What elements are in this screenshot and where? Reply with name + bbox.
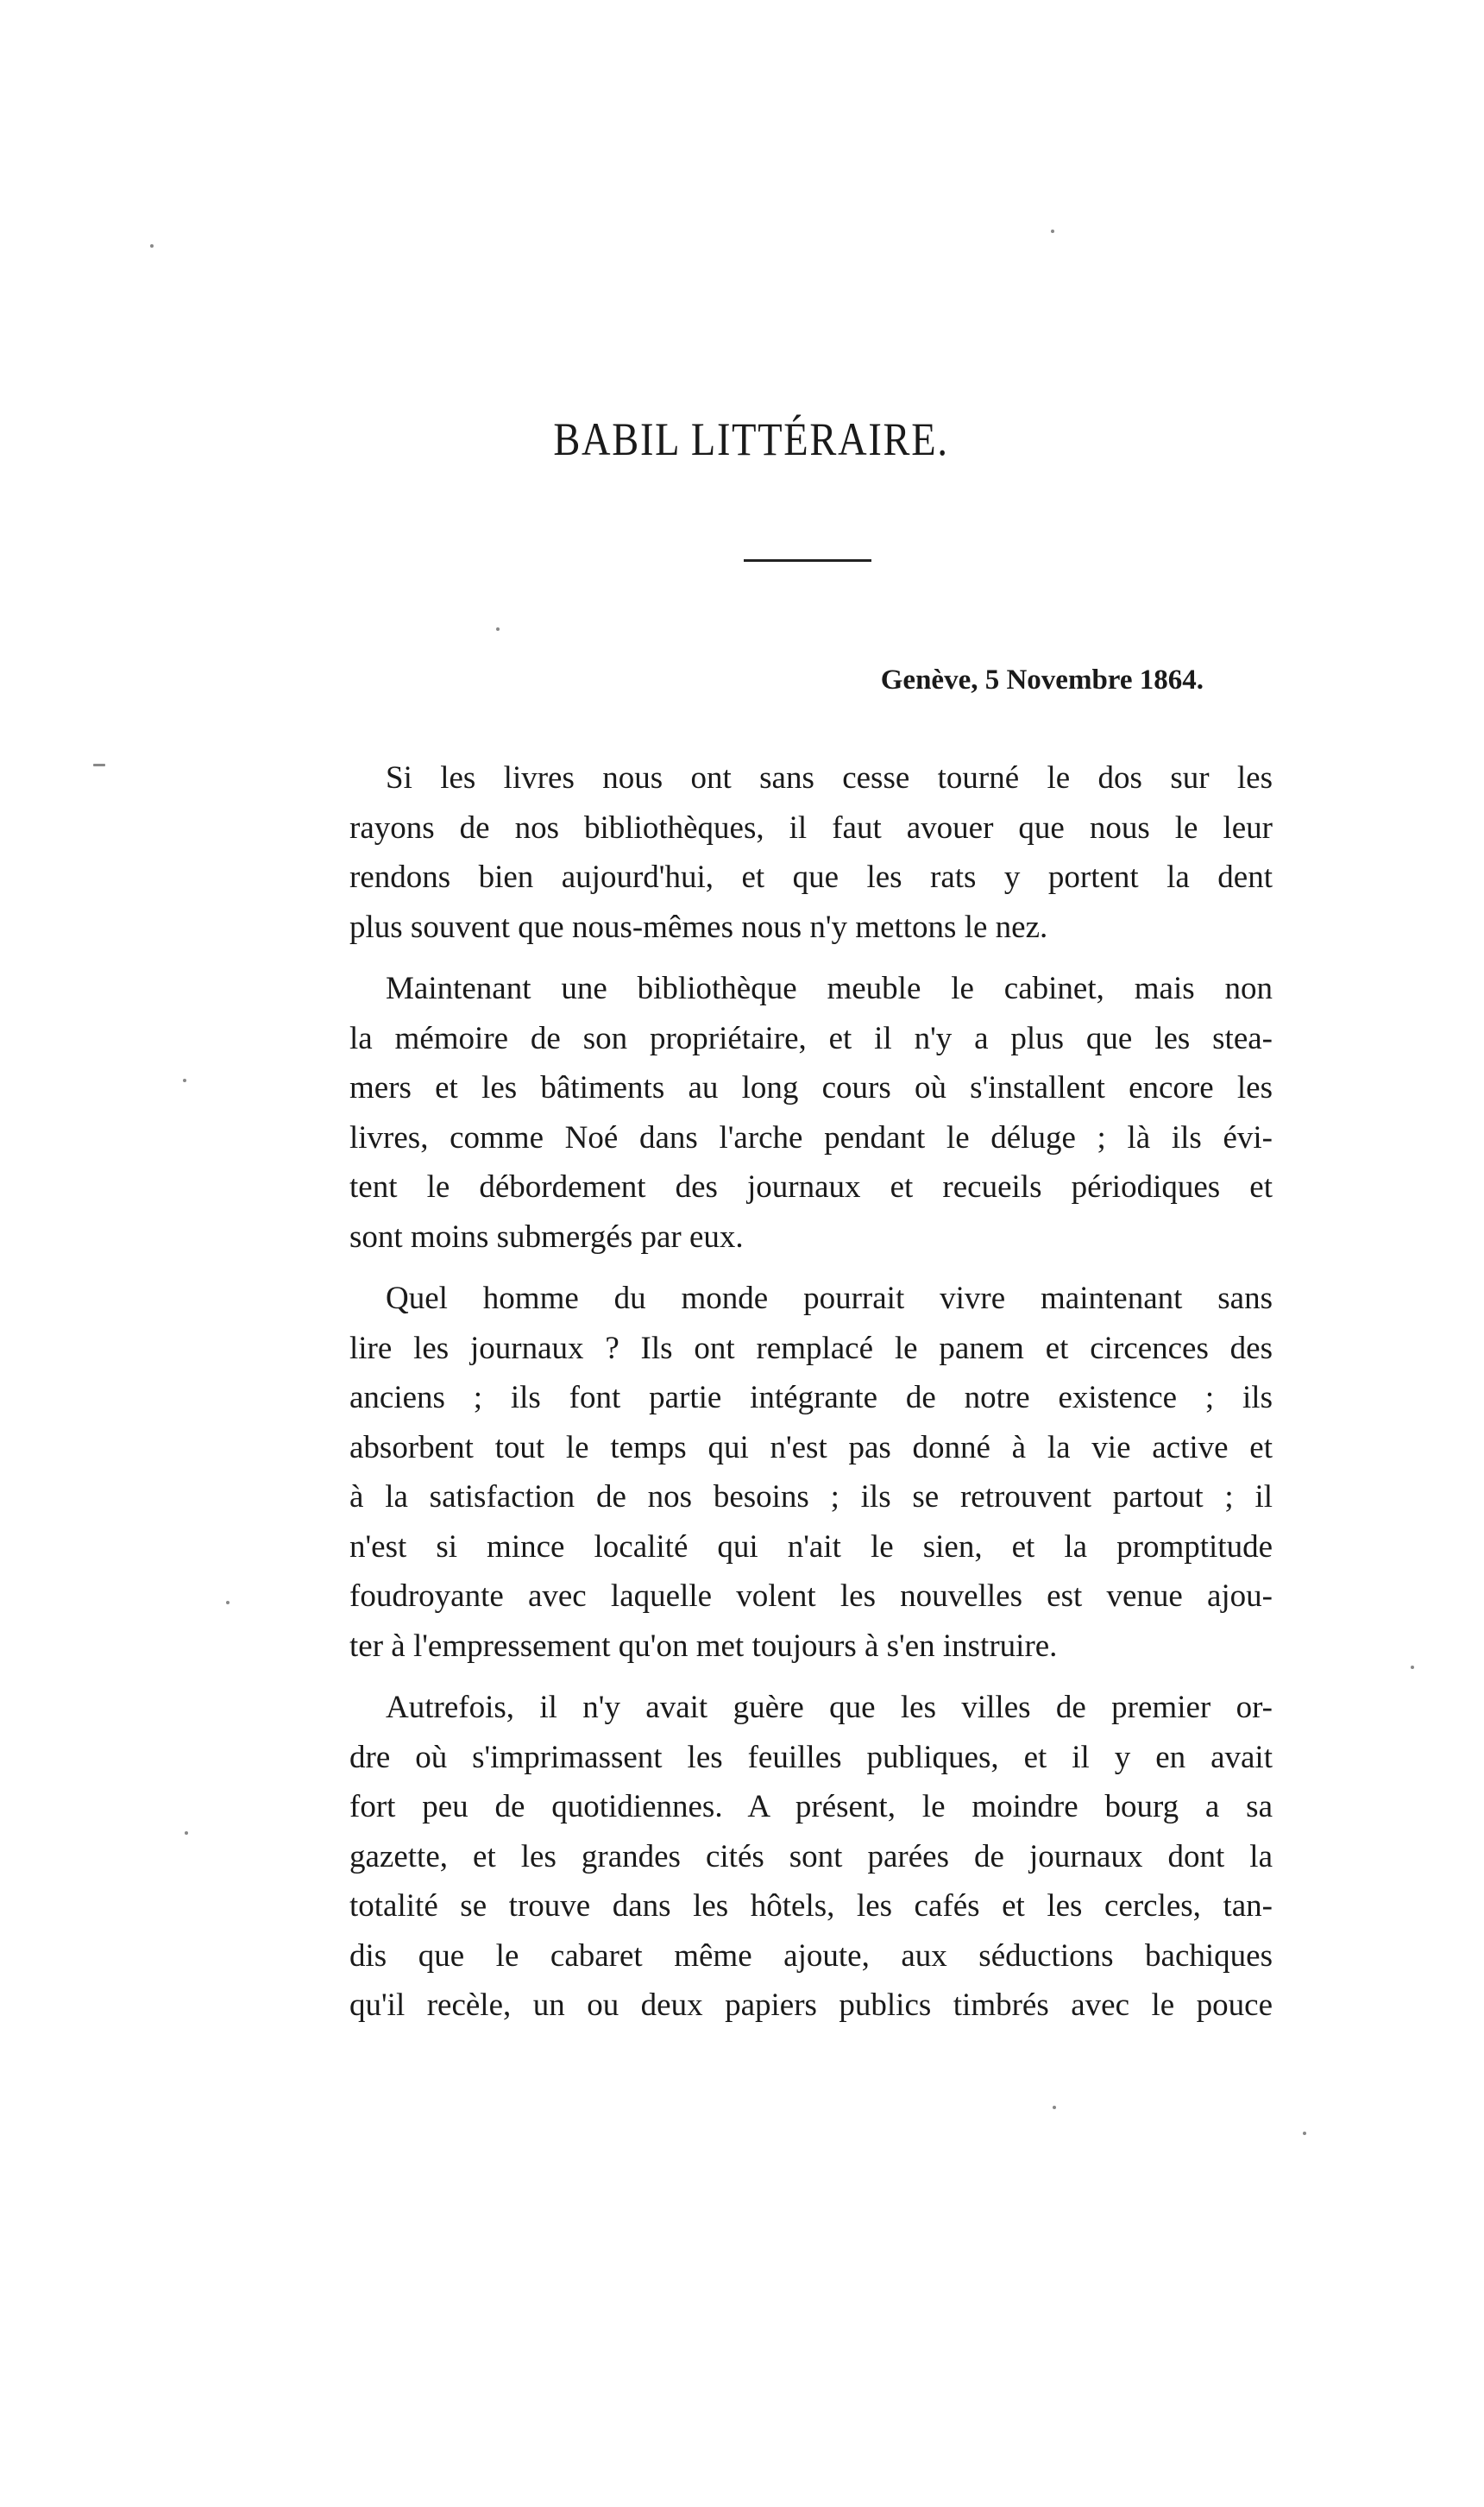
text-line: dis que le cabaret même ajoute, aux séductions bachiques xyxy=(349,1937,1273,1974)
text-line: rendons bien aujourd'hui, et que les rats y portent la dent xyxy=(349,860,1273,895)
scan-speck xyxy=(1303,2132,1306,2135)
scan-speck xyxy=(1051,230,1054,233)
text-line: absorbent tout le temps qui n'est pas donné à la vie active et xyxy=(349,1429,1273,1465)
scan-speck xyxy=(1411,1666,1414,1669)
text-line: totalité se trouve dans les hôtels, les cafés et les cercles, tan- xyxy=(349,1888,1273,1924)
text-line: gazette, et les grandes cités sont parées de journaux dont la xyxy=(349,1838,1273,1874)
text-line: foudroyante avec laquelle volent les nouvelles est venue ajou- xyxy=(349,1578,1273,1614)
scan-speck xyxy=(185,1831,188,1835)
scan-speck xyxy=(183,1079,186,1082)
text-line: la mémoire de son propriétaire, et il n'y a plus que les stea- xyxy=(349,1020,1273,1056)
text-line: anciens ; ils font partie intégrante de notre existence ; ils xyxy=(349,1380,1273,1415)
body-text xyxy=(349,753,1273,2043)
paragraph-4 xyxy=(349,1683,1273,2031)
text-line: ter à l'empressement qu'on met toujours à s'en instruire. xyxy=(349,1628,1058,1664)
paragraph-1 xyxy=(349,753,1273,952)
text-line: qu'il recèle, un ou deux papiers publics timbrés avec le pouce xyxy=(349,1987,1273,2023)
dateline: Genève, 5 Novembre 1864. xyxy=(880,665,1204,696)
text-line: lire les journaux ? Ils ont remplacé le panem et circences des xyxy=(349,1330,1273,1366)
text-line: à la satisfaction de nos besoins ; ils se retrouvent partout ; il xyxy=(349,1479,1273,1515)
page-title: BABIL LITTÉRAIRE. xyxy=(553,413,949,465)
text-line: mers et les bâtiments au long cours où s'installent encore les xyxy=(349,1070,1273,1105)
text-line: tent le débordement des journaux et recueils périodiques et xyxy=(349,1169,1273,1205)
text-line: Quel homme du monde pourrait vivre maintenant sans xyxy=(386,1281,1273,1316)
text-line: plus souvent que nous-mêmes nous n'y mettons le nez. xyxy=(349,909,1048,945)
scan-speck xyxy=(226,1601,230,1604)
text-line: Autrefois, il n'y avait guère que les villes de premier or- xyxy=(386,1690,1273,1725)
text-line: Si les livres nous ont sans cesse tourné le dos sur les xyxy=(386,760,1273,796)
text-line: n'est si mince localité qui n'ait le sien, et la promptitude xyxy=(349,1528,1273,1565)
title-divider xyxy=(744,559,871,562)
scan-speck xyxy=(93,764,105,766)
text-line: fort peu de quotidiennes. A présent, le moindre bourg a sa xyxy=(349,1789,1273,1824)
text-line: Maintenant une bibliothèque meuble le cabinet, mais non xyxy=(386,971,1273,1006)
scan-speck xyxy=(496,627,500,631)
scan-speck xyxy=(1053,2106,1056,2109)
text-line: sont moins submergés par eux. xyxy=(349,1219,744,1255)
text-line: livres, comme Noé dans l'arche pendant le déluge ; là ils évi- xyxy=(349,1119,1273,1156)
paragraph-3 xyxy=(349,1274,1273,1671)
text-line: dre où s'imprimassent les feuilles publiques, et il y en avait xyxy=(349,1739,1273,1775)
paragraph-2 xyxy=(349,964,1273,1262)
scan-speck xyxy=(150,244,154,248)
text-line: rayons de nos bibliothèques, il faut avouer que nous le leur xyxy=(349,809,1273,846)
